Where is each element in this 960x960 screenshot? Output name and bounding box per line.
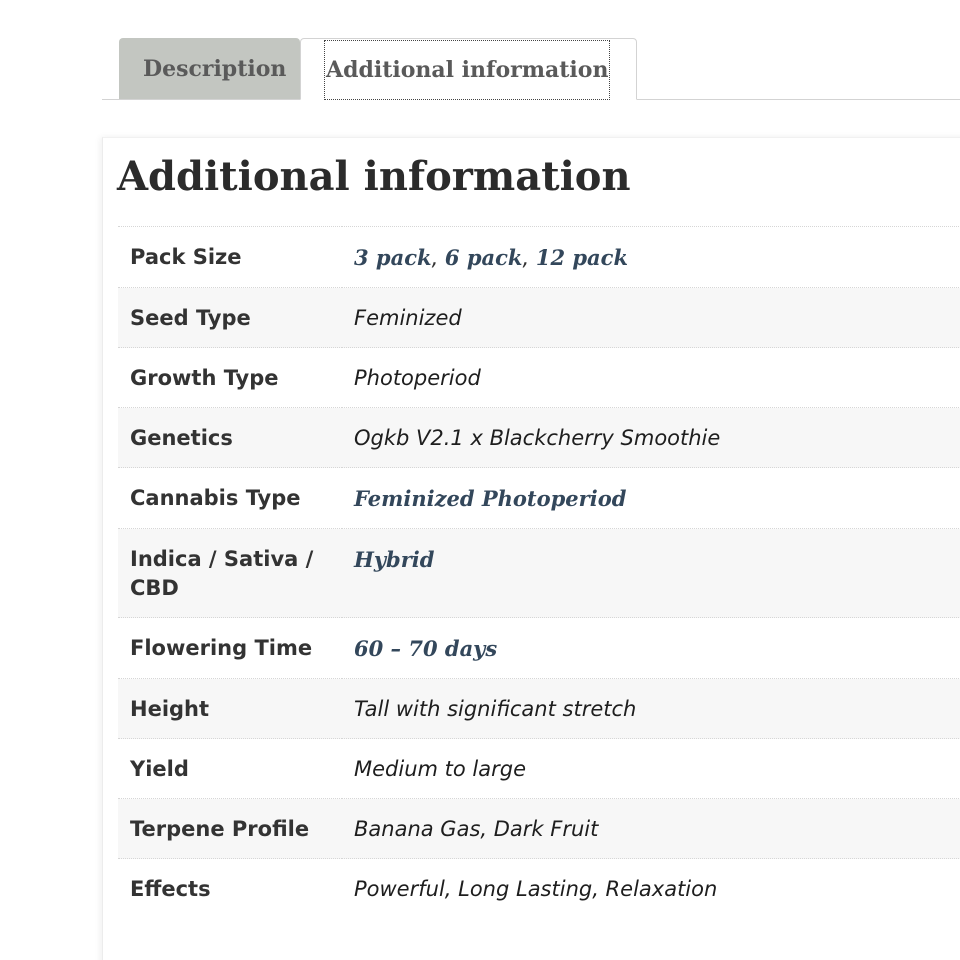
table-row bbox=[118, 799, 960, 859]
table-row bbox=[118, 739, 960, 799]
attribute-value bbox=[342, 227, 960, 288]
table-row bbox=[118, 468, 960, 529]
attribute-label: Genetics bbox=[130, 426, 233, 450]
attribute-value: Medium to large bbox=[354, 757, 526, 781]
panel-title: Additional information bbox=[117, 153, 631, 200]
attribute-label: Cannabis Type bbox=[130, 486, 301, 510]
attribute-value: Photoperiod bbox=[354, 366, 481, 390]
attribute-label: Effects bbox=[130, 877, 211, 901]
table-row bbox=[118, 679, 960, 739]
attribute-value: Tall with significant stretch bbox=[354, 697, 637, 721]
cannabis-type-link[interactable]: Feminized Photoperiod bbox=[354, 486, 627, 511]
pack-size-link-12[interactable]: 12 pack bbox=[535, 245, 629, 270]
attribute-value: Ogkb V2.1 x Blackcherry Smoothie bbox=[354, 426, 721, 450]
pack-size-link-6[interactable]: 6 pack bbox=[444, 245, 523, 270]
indica-sativa-link[interactable]: Hybrid bbox=[354, 547, 435, 572]
attribute-label: Indica / Sativa / CBD bbox=[130, 547, 314, 600]
flowering-time-link[interactable]: 60 – 70 days bbox=[354, 636, 498, 661]
table-row bbox=[118, 227, 960, 288]
tab-additional-information[interactable] bbox=[300, 38, 637, 100]
table-row bbox=[118, 288, 960, 348]
tab-description[interactable] bbox=[119, 38, 300, 99]
table-row bbox=[118, 859, 960, 919]
attribute-value bbox=[342, 468, 960, 529]
attribute-value: Powerful, Long Lasting, Relaxation bbox=[354, 877, 718, 901]
attribute-label: Flowering Time bbox=[130, 636, 313, 660]
attribute-label: Pack Size bbox=[130, 245, 242, 269]
table-row bbox=[118, 529, 960, 618]
additional-information-panel bbox=[102, 137, 960, 960]
table-row bbox=[118, 618, 960, 679]
attribute-label: Height bbox=[130, 697, 210, 721]
attribute-label: Terpene Profile bbox=[130, 817, 310, 841]
attribute-value bbox=[342, 529, 960, 618]
attribute-value: Banana Gas, Dark Fruit bbox=[354, 817, 599, 841]
table-row bbox=[118, 348, 960, 408]
attribute-label: Seed Type bbox=[130, 306, 251, 330]
attribute-value bbox=[342, 618, 960, 679]
attributes-table bbox=[118, 226, 960, 918]
attribute-label: Yield bbox=[130, 757, 189, 781]
attribute-value: Feminized bbox=[354, 306, 462, 330]
pack-size-link-3[interactable]: 3 pack bbox=[354, 245, 432, 270]
table-row bbox=[118, 408, 960, 468]
value-separator: , bbox=[431, 246, 445, 270]
tab-description-label: Description bbox=[143, 56, 287, 82]
tab-additional-information-label: Additional information bbox=[324, 40, 610, 100]
value-separator: , bbox=[522, 246, 536, 270]
attribute-label: Growth Type bbox=[130, 366, 279, 390]
